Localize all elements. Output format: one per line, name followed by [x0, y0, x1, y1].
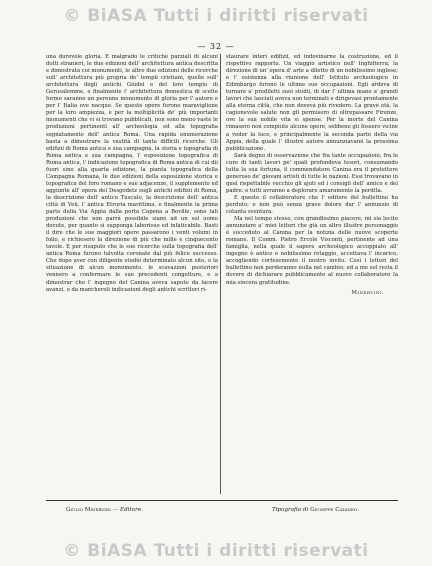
- watermark-top: © BiASA Tutti i diritti riservati: [63, 6, 369, 26]
- footer-divider: [46, 500, 398, 501]
- page-number: — 32 —: [197, 42, 235, 51]
- editor-role: — Editore.: [112, 507, 143, 513]
- watermark-bottom: © BiASA Tutti i diritti riservati: [63, 541, 369, 561]
- editor-name: Giulio Minervini: [66, 507, 111, 513]
- left-column: [46, 54, 218, 294]
- right-paragraph: staurare interi edifizii, ed indovinarne la costruzione, ed il rispettivo rapporto. Un viaggio artistico nell' Inghilterra; la direzione di un' opera d' arte a diletto di un nobilissimo inglese; e l' esistenza alla riunione dell' Istituto archeologico in Edimburgo furono le ultime sue occupazioni. Egli ardeva di tornare a' prediletti suoi studii, di dar l' ultima mano a' grandi lavori che lasciati aveva non terminati e dirigevasi prontamente alla eterna città, che non doveva più rivedere. La grave età, la cagionevole salute non gli permisero di oltrepassare Firenze, ove la sua nobile vita si spense. Per la morte del Canina rimasero non compiute alcune opere, sebbene gli fossero vicine a veder la luce, e principalmente la seconda parte della via Appia, della quale l' illustre autore annunziavami la prossima pubblicazione.: [226, 54, 398, 152]
- footer-printer: [272, 507, 359, 513]
- author-signature: Minervini.: [351, 289, 384, 296]
- printer-label: Tipografia di: [272, 507, 309, 513]
- right-paragraph: Sarà degno di osservazione che fra tante occupazioni, fra le cure di tanti lavori pe' quali profondeva tesori, consumando tutta la sua fortuna, il commendatore Canina era il protettore generoso de' giovani artisti di tutte le nazioni. Essi trovavano in quel rispettabile vecchio gli ajuti ed i consigli dell' amico e del padre: e tutti avranno a deplorare amaramente la perdita.: [226, 152, 398, 194]
- left-paragraph: una durevole gloria. E malgrado le critiche parziali di alcuni dotti stranieri, le due edizioni dell' architettura antica descritta e dimostrata coi monumenti, le altre due edizioni delle ricerche sull' architettura più propria de' tempii cristiani, quelle sull' architettura degli antichi Giudei e del loro tempio di Gerusalemme, e finalmente l' architettura domestica di scelte forme saranno un perenne monumento di gloria per l' autore e per l' Italia ove nacque. Se queste opere furono maraviglione per la loro ampiezza, e per la moltiplicità de' più importanti monumenti che vi si trovano pubblicati, non sono meno vaste le produzioni pertinenti all' archeologia ed alla topografia segnatamente dell' antica Roma. Una rapida enumerazione basta a dimostrare la vastità di tante difficili ricerche. Gli edifizii di Roma antica e sua campagna, la storia e topografia di Roma antica e sua campagna, l' esposizione topografica di Roma antica, l' indicazione topografica di Roma antica di cui dii fuori sino alla quarta edizione, la pianta topografica della Campagna Romana, le due edizioni della esposizione storica e topografica del foro romano e sue adjacenze, il supplemento ed aggiunte all' opera del Desgodetz sugli antichi edifizii di Roma, la descrizione dell' antico Tusculo, la descrizione dell' antica città di Veii, l' antica Etruria marittima, e finalmente la prima parte della Via Appia dalla porta Capena a Boville, sono tali produzioni che non parrà possibile siano ad un sol uomo dovute, per quanto si supponga laborioso ed infaticabile. Basti il dire che le sue maggiori opere passarono i venti volumi in folio, e richiesero la direzione di più che mille e cinquecento tavole. E per risaputo che le sue ricerche sulla topografia dell' antica Roma furono talvolta coronate dal più felice successo. Che dopo aver con diligente studio determinato alcun sito, o la situazione di alcun monumento, le scavazioni posteriori vennero a confermare le sue precedenti congetture, e a dimostrar che l' ingegno del Canina aveva saputo da lacere avanzi, o da mancheroli indicazioni degli antichi scrittori ri-: [46, 54, 218, 293]
- footer-editor: [66, 507, 143, 513]
- right-column: [226, 54, 398, 297]
- column-divider: [220, 54, 221, 494]
- printer-name: Giuseppe Cataneo.: [310, 507, 359, 513]
- right-paragraph: Ma nel tempo stesso, con grandissimo piacere, mi sia lecito annunziare a' miei lettori che già un altro illustre personaggio è succeduto al Canina per la notizia delle nuove scoperte romane. Il Comm. Pietro Ercole Visconti, pertinente ad una famiglia, nella quale il sapere archeologico accoppiato all' ingegno è antico e nobilissimo retaggio, accettava l' incarico, accogliendo cortesemente il nostro invito. Così i lettori del bullettino non perderanno nulla nel cambio; ed a me sol resta il dovere di dichiarare pubblicamente al nuovo collaboratore la mia sincera gratitudine.: [226, 216, 398, 286]
- right-paragraph: E questo il collaboratore che l' editore del bullettino ha perduto; e non può senza grave dolore dar l' annunzio di cotanta sventura.: [226, 194, 398, 216]
